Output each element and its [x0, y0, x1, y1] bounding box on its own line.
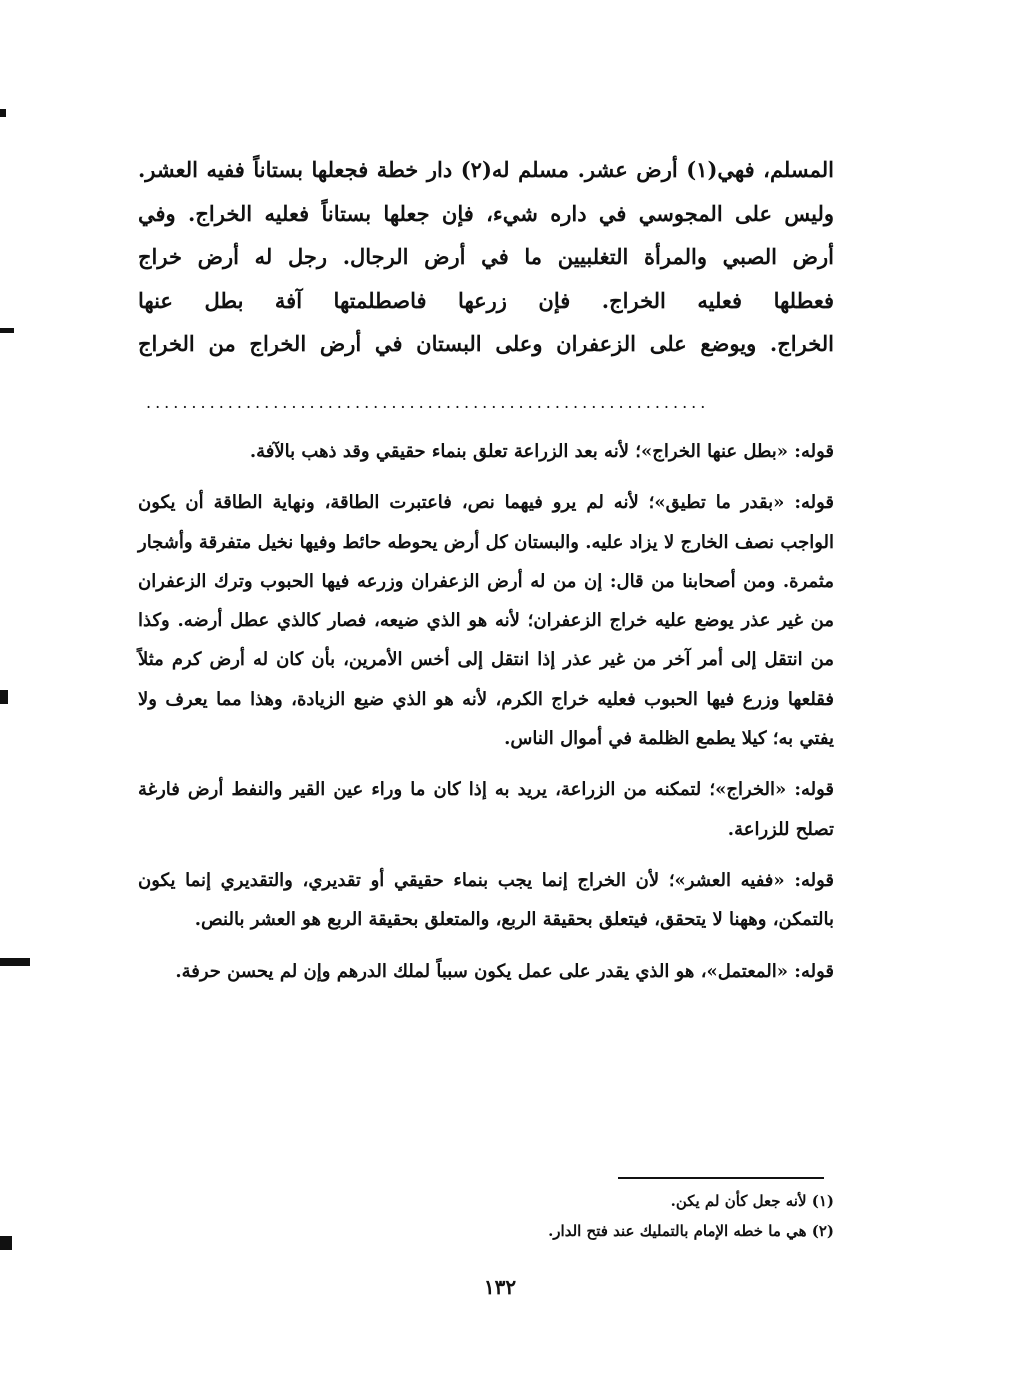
commentary-text: لأن الخراج إنما يجب بنماء حقيقي أو تقديري، والتقديري إنما يكون بالتمكن، وههنا لا يتحقق، فيتعلق بحقيقة الربع، والمتعلق بحقيقة الربع هو العشر بالنص. [138, 869, 834, 931]
main-text-line: الخراج. ويوضع على الزعفران وعلى البستان في أرض الخراج من الخراج [138, 331, 834, 356]
scan-mark [0, 690, 8, 704]
main-text-line: المسلم، فهي(١) أرض عشر. مسلم له(٢) دار خطة فجعلها بستاناً ففيه العشر. [138, 157, 834, 182]
main-text-line: فعطلها فعليه الخراج. فإن زرعها فاصطلمتها آفة بطل عنها [138, 287, 834, 313]
main-text [138, 148, 834, 366]
footnote: (١) لأنه جعل كأن لم يكن. [670, 1192, 834, 1210]
commentary-paragraph [138, 432, 834, 471]
commentary-paragraph [138, 483, 834, 758]
commentary-paragraph [138, 861, 834, 940]
commentary-lead: قوله: «ففيه العشر»؛ [668, 869, 834, 891]
footnote-divider [618, 1177, 824, 1179]
page-number: ١٣٢ [483, 1275, 517, 1299]
commentary-text: لأنه بعد الزراعة تعلق بنماء حقيقي وقد ذهب بالآفة. [249, 441, 636, 462]
commentary-lead: قوله: «الخراج»؛ [709, 779, 834, 801]
footnotes [138, 1186, 834, 1246]
scan-mark [0, 1236, 12, 1250]
commentary-paragraph [138, 952, 834, 991]
main-text-line: أرض الصبي والمرأة التغلبيين ما في أرض الرجال. رجل له أرض خراج [138, 244, 834, 269]
commentary [138, 432, 834, 1003]
commentary-lead: قوله: «بطل عنها الخراج»؛ [635, 441, 834, 462]
commentary-lead: قوله: «المعتمل»، [700, 960, 834, 982]
scan-mark [0, 958, 30, 966]
scan-mark [0, 109, 6, 117]
footnote: (٢) هي ما خطه الإمام بالتمليك عند فتح الدار. [548, 1222, 834, 1240]
dotted-separator: .............................................................. [146, 397, 710, 409]
commentary-paragraph [138, 770, 834, 849]
commentary-text: هو الذي يقدر على عمل يكون سبباً لملك الدرهم وإن لم يحسن حرفة. [175, 960, 701, 982]
commentary-lead: قوله: «بقدر ما تطيق»؛ [648, 492, 834, 514]
main-text-line: وليس على المجوسي في داره شيء، فإن جعلها بستاناً فعليه الخراج. وفي [138, 200, 834, 226]
scan-mark [0, 328, 14, 333]
commentary-text: لتمكنه من الزراعة، يريد به إذا كان ما وراء عين القير والنفط أرض فارغة تصلح للزراعة. [138, 779, 834, 840]
commentary-text: لأنه لم يرو فيهما نص، فاعتبرت الطاقة، ونهاية الطاقة أن يكون الواجب نصف الخارج لا يزاد عليه. والبستان كل أرض يحوطه حائط وفيها نخيل متفرقة وأشجار مثمرة. ومن أصحابنا من قال: إن من له أرض الزعفران وزرعه فيها الحبوب وترك الزعفران من غير عذر يوضع عليه خراج الزعفران؛ لأنه هو الذي ضيعه، فصار كالذي عطل أرضه. وكذا من انتقل إلى أمر آخر من غير عذر إذا انتقل إلى أخس الأمرين، بأن كان له أرض كرم مثلاً فقلعها وزرع فيها الحبوب فعليه خراج الكرم، لأنه هو الذي ضيع الزيادة، وهذا مما يعرف ولا يفتي به؛ كيلا يطمع الظلمة في أموال الناس. [138, 492, 834, 750]
